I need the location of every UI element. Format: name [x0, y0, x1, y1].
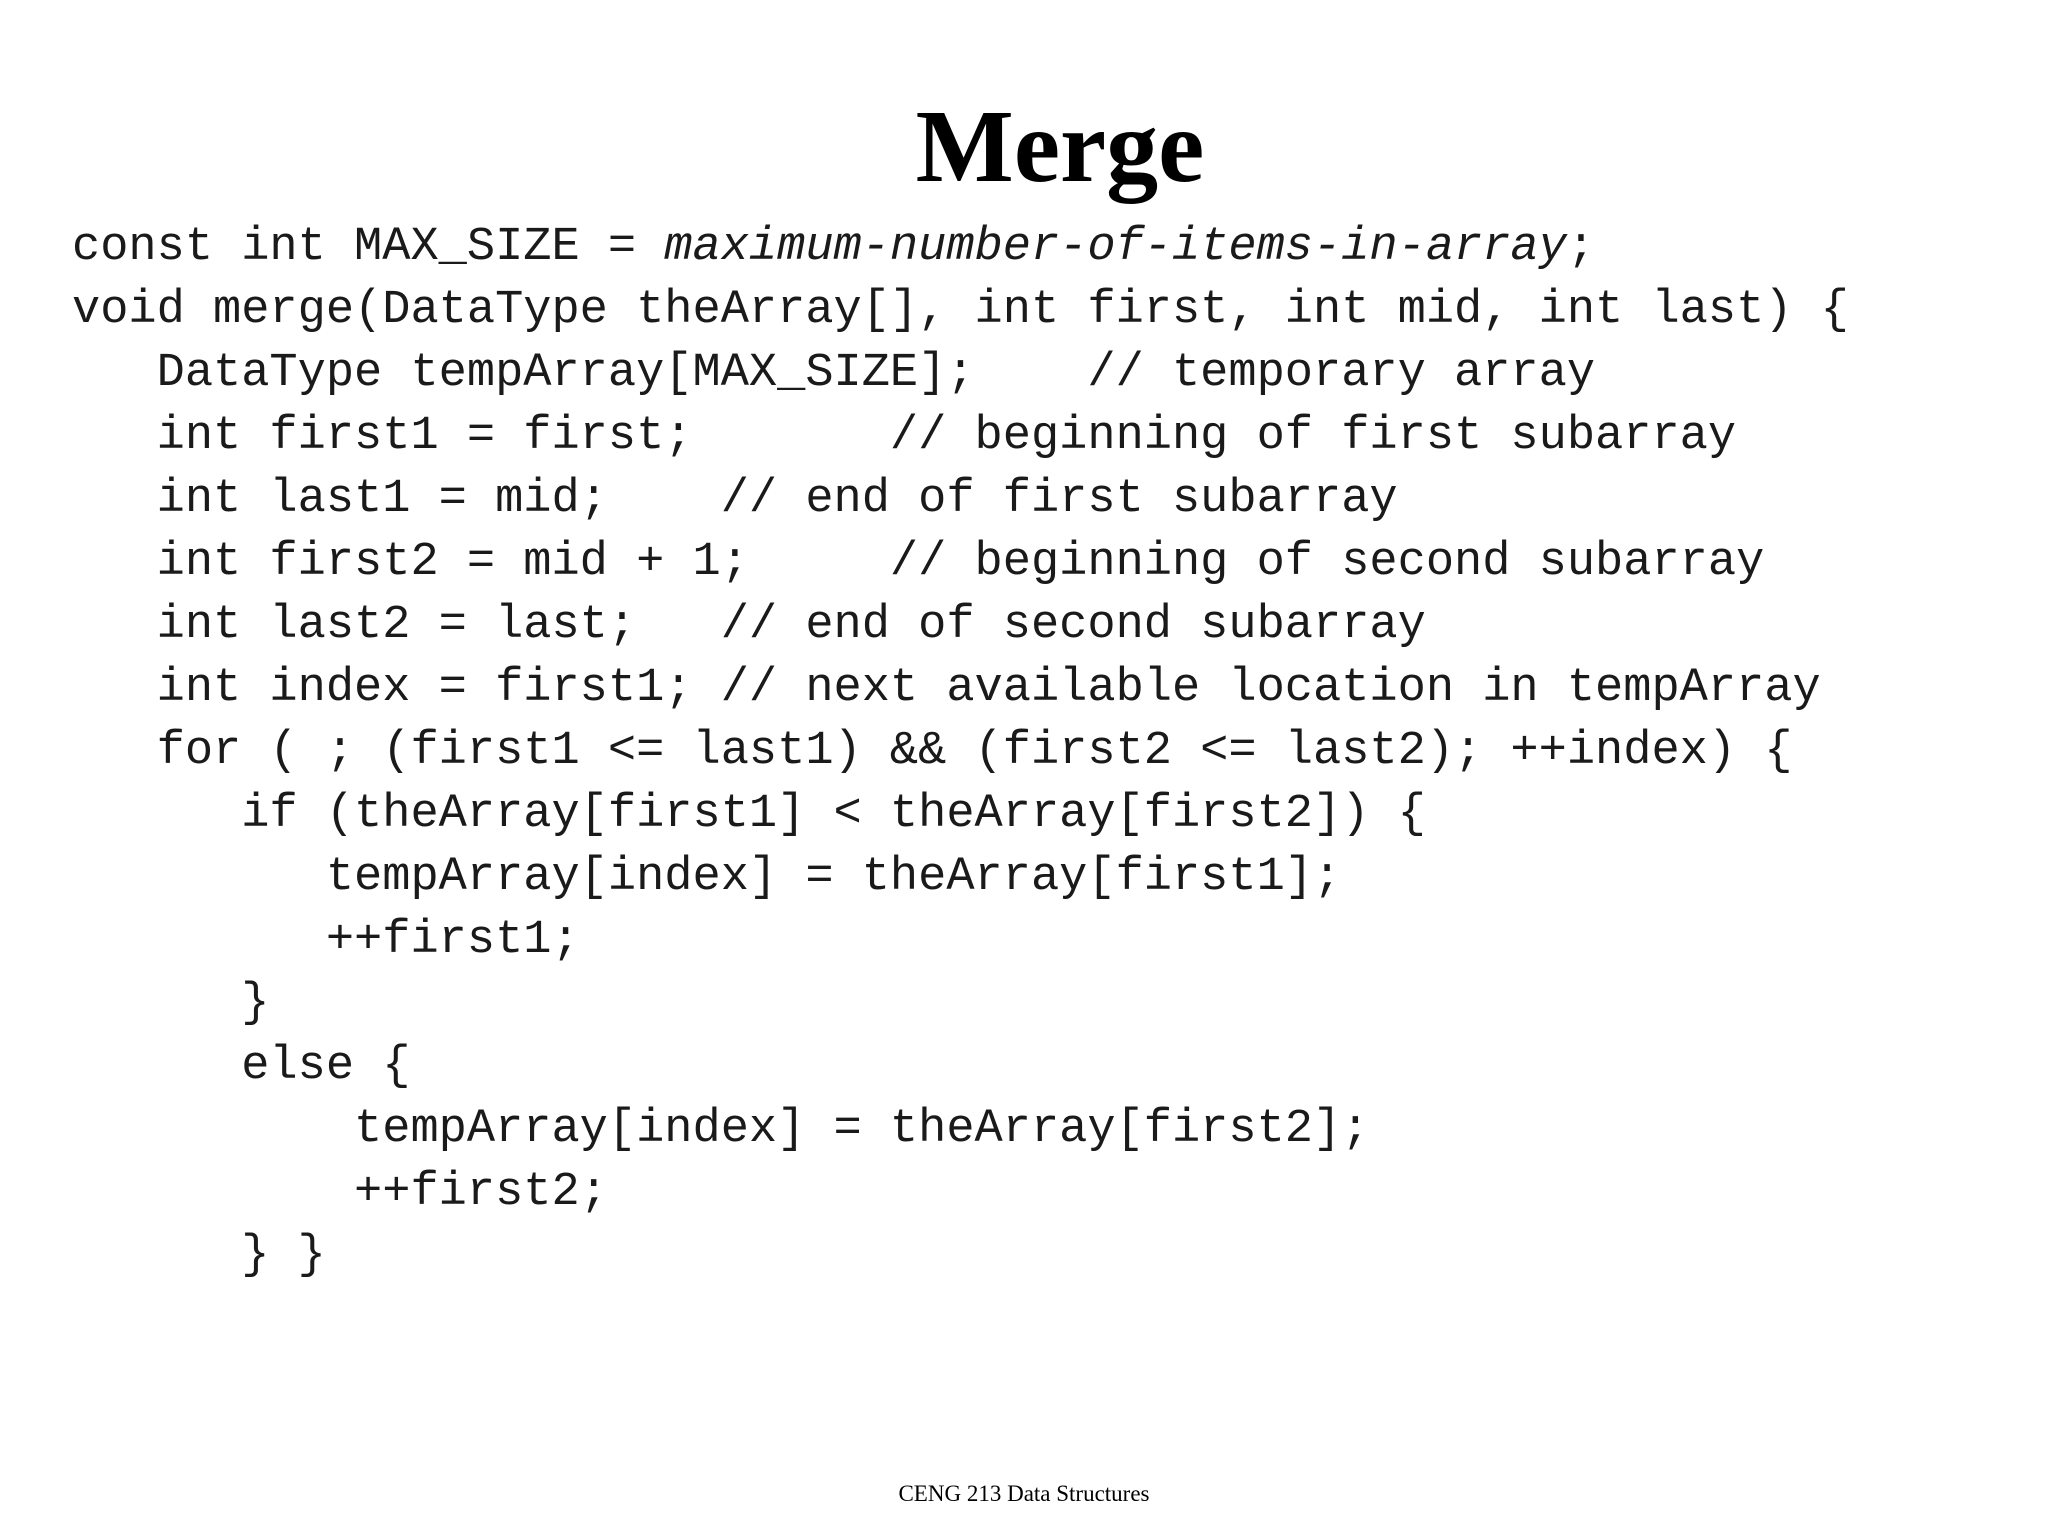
code-line-else: else { — [72, 1040, 411, 1093]
code-line-increment-first1: ++first1; — [72, 914, 580, 967]
code-line-increment-first2: ++first2; — [72, 1166, 608, 1219]
code-line-index: int index = first1; // next available location in tempArray — [72, 662, 1821, 715]
code-line-max-size — [72, 216, 1595, 279]
code-line-first2: int first2 = mid + 1; // beginning of second subarray — [72, 536, 1765, 589]
code-line-last1: int last1 = mid; // end of first subarray — [72, 473, 1398, 526]
code-text: const int MAX_SIZE = — [72, 221, 665, 274]
code-line-if: if (theArray[first1] < theArray[first2]) { — [72, 788, 1426, 841]
code-line-assign-first1: tempArray[index] = theArray[first1]; — [72, 851, 1342, 904]
code-line-for-loop: for ( ; (first1 <= last1) && (first2 <= last2); ++index) { — [72, 725, 1793, 778]
code-line-signature: void merge(DataType theArray[], int first, int mid, int last) { — [72, 284, 1849, 337]
code-line-first1: int first1 = first; // beginning of first subarray — [72, 410, 1737, 463]
code-placeholder-italic: maximum-number-of-items-in-array — [664, 221, 1567, 274]
code-line-close-blocks: } } — [72, 1229, 326, 1282]
code-line-close-if: } — [72, 977, 270, 1030]
code-line-last2: int last2 = last; // end of second subarray — [72, 599, 1426, 652]
code-line-assign-first2: tempArray[index] = theArray[first2]; — [72, 1103, 1370, 1156]
slide-footer: CENG 213 Data Structures — [898, 1481, 1150, 1506]
code-text: ; — [1566, 221, 1596, 274]
slide-title: Merge — [915, 89, 1205, 204]
code-line-temp-array: DataType tempArray[MAX_SIZE]; // temporary array — [72, 347, 1596, 400]
